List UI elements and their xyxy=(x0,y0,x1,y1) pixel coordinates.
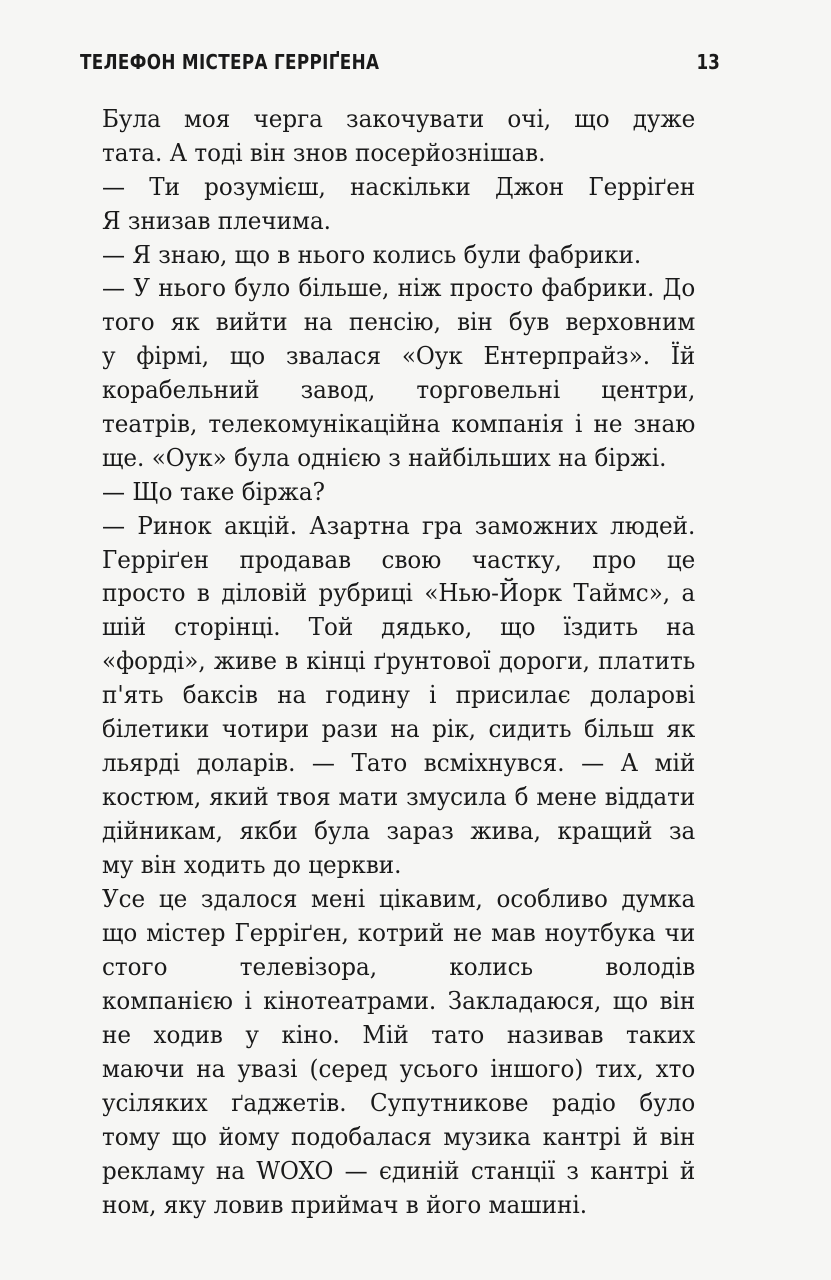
text-line: рекламу на WOXO — єдиній станції з кантрі й xyxy=(102,1156,696,1185)
text-line: шій сторінці. Той дядько, що їздить на xyxy=(102,613,696,642)
running-head xyxy=(80,44,720,80)
text-line: тата. А тоді він знов посерйознішав. xyxy=(102,138,546,167)
text-line: театрів, телекомунікаційна компанія і не знаю xyxy=(102,410,696,439)
text-line: — Ринок акцій. Азартна гра заможних людей. xyxy=(102,511,696,540)
text-line: не ходив у кіно. Мій тато називав таких xyxy=(102,1021,696,1050)
text-line: ном, яку ловив приймач в його машині. xyxy=(102,1190,588,1219)
text-line: Була моя черга закочувати очі, що дуже xyxy=(102,105,696,133)
text-line: тому що йому подобалася музика кантрі й він xyxy=(102,1122,696,1151)
page-number: 13 xyxy=(696,50,720,74)
text-line: ще. «Оук» була однією з найбільших на біржі. xyxy=(102,443,667,472)
text-line: усіляких ґаджетів. Супутникове радіо було xyxy=(102,1088,696,1117)
text-line: — Що таке біржа? xyxy=(102,477,325,506)
body-text xyxy=(102,103,720,1222)
text-line: того як вийти на пенсію, він був верховним xyxy=(102,308,696,337)
text-line: «форді», живе в кінці ґрунтової дороги, платить xyxy=(102,647,696,676)
text-line: Герріґен продавав свою частку, про це xyxy=(102,545,696,574)
text-line: у фірмі, що звалася «Оук Ентерпрайз». Їй xyxy=(102,342,696,371)
text-line: костюм, який твоя мати змусила б мене віддати xyxy=(102,782,696,811)
text-line: корабельний завод, торговельні центри, xyxy=(102,376,696,405)
running-title: ТЕЛЕФОН МІСТЕРА ГЕРРІҐЕНА xyxy=(80,50,380,74)
text-line: му він ходить до церкви. xyxy=(102,850,402,879)
text-line: дійникам, якби була зараз жива, кращий за xyxy=(102,816,696,845)
text-line: льярді доларів. — Тато всміхнувся. — А мій xyxy=(102,748,696,777)
text-line: компанією і кінотеатрами. Закладаюся, що він xyxy=(102,987,696,1016)
text-line: маючи на увазі (серед усього іншого) тих, хто xyxy=(102,1054,696,1083)
text-line: п'ять баксів на годину і присилає доларові xyxy=(102,681,696,710)
text-line: просто в діловій рубриці «Нью-Йорк Таймс», а xyxy=(102,579,696,608)
text-line: білетики чотири рази на рік, сидить більш як xyxy=(102,715,696,744)
text-line: Я знизав плечима. xyxy=(102,206,332,235)
text-line: — Ти розумієш, наскільки Джон Герріґен xyxy=(102,172,696,201)
text-line: — Я знаю, що в нього колись були фабрики. xyxy=(102,240,642,269)
text-line: що містер Герріґен, котрий не мав ноутбука чи xyxy=(102,919,696,948)
text-line: — У нього було більше, ніж просто фабрики. До xyxy=(102,274,696,303)
text-line: стого телевізора, колись володів xyxy=(102,953,696,982)
text-line: Усе це здалося мені цікавим, особливо думка xyxy=(102,885,696,914)
